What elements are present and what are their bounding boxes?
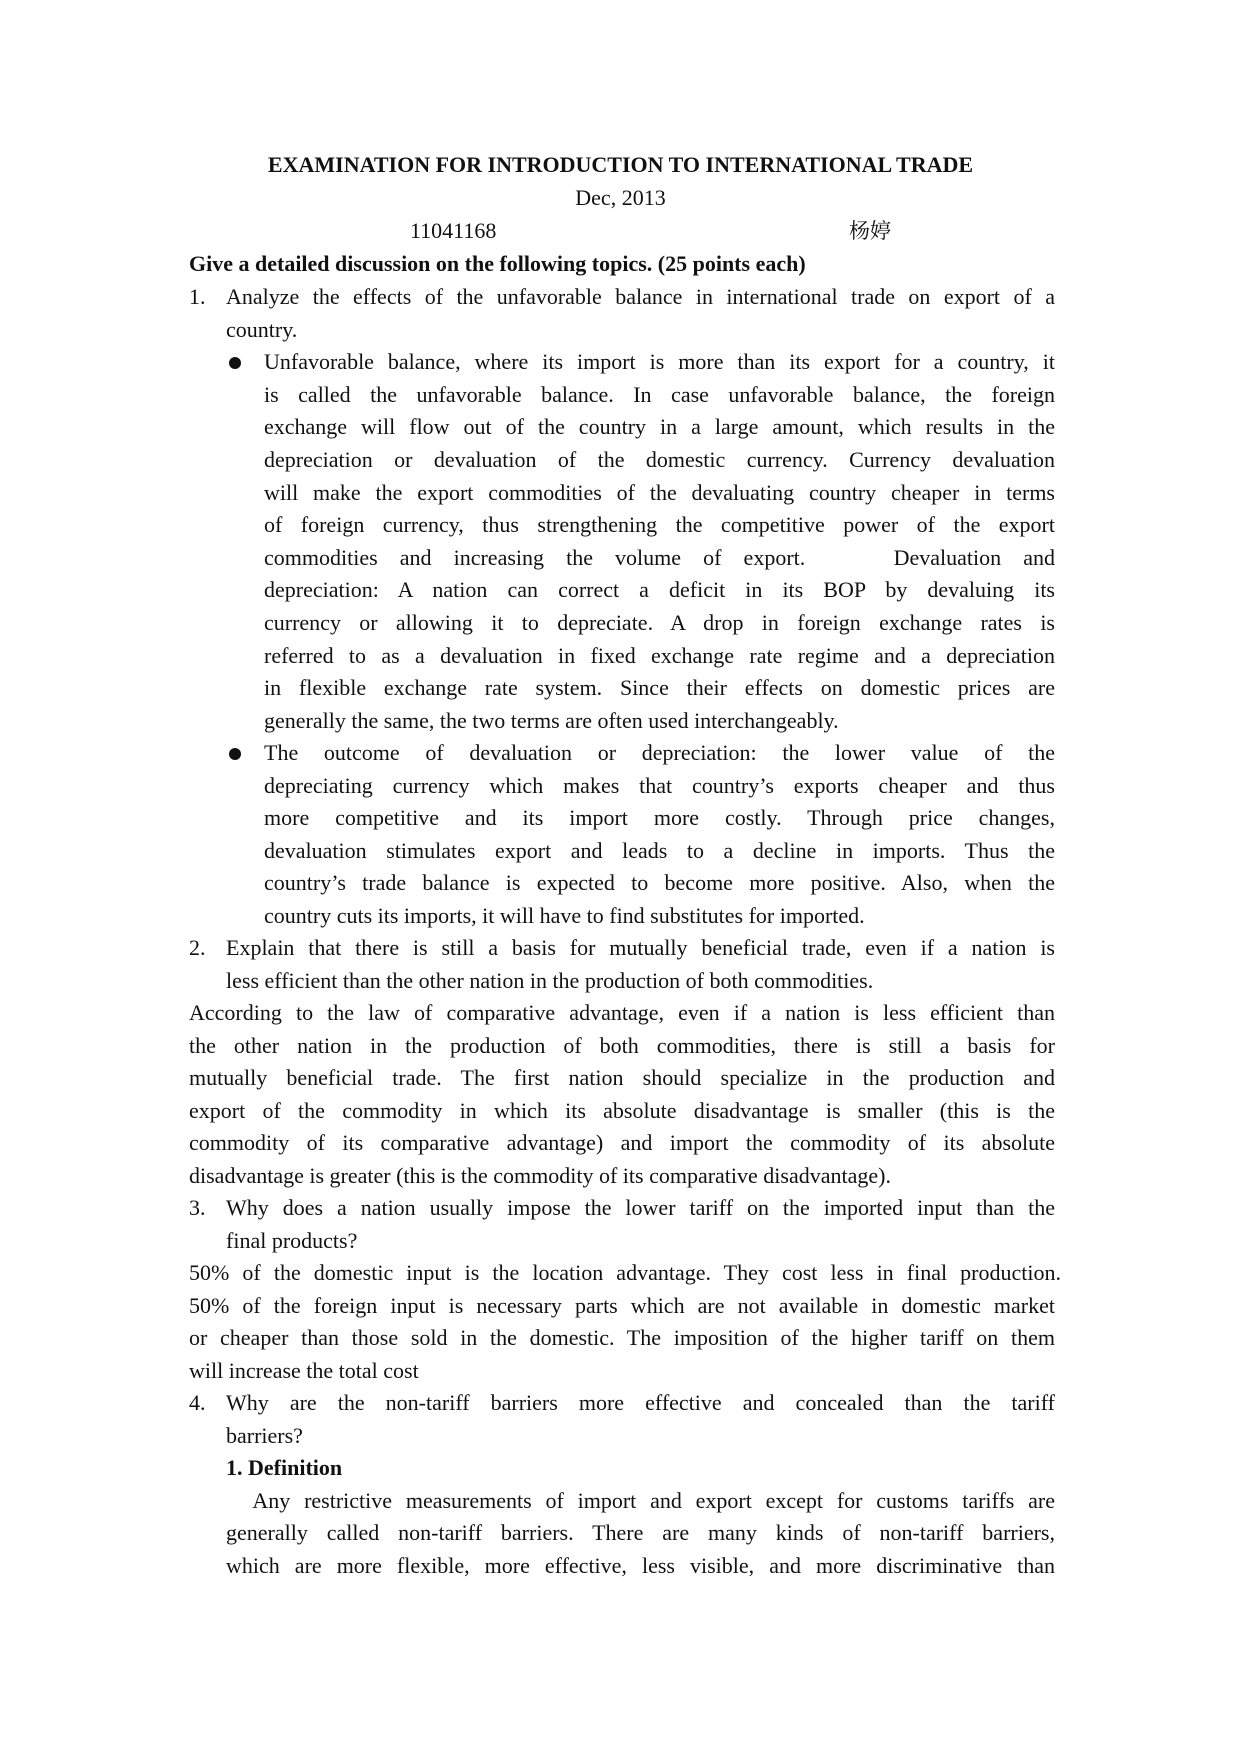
q1-b1-line: depreciation: A nation can correct a deficit in its BOP by devaluing its: [264, 577, 1055, 602]
q1-b1-line: referred to as a devaluation in fixed exchange rate regime and a depreciation: [264, 643, 1055, 668]
q1-b2-line: devaluation stimulates export and leads to a decline in imports. Thus the: [264, 838, 1055, 863]
q1-b1-line: exchange will flow out of the country in a large amount, which results in the: [264, 414, 1055, 439]
q1-b2-line: country’s trade balance is expected to become more positive. Also, when the: [264, 870, 1055, 895]
q4-answer-line: Any restrictive measurements of import and export except for customs tariffs are: [226, 1488, 1055, 1513]
q1-line-1: Analyze the effects of the unfavorable balance in international trade on export of a: [226, 284, 1055, 309]
q3-line-2: final products?: [226, 1228, 358, 1253]
q1-b1-line: generally the same, the two terms are often used interchangeably.: [264, 708, 839, 733]
q4-answer-line: which are more flexible, more effective, less visible, and more discriminative than: [226, 1553, 1055, 1578]
q2-answer-line: disadvantage is greater (this is the commodity of its comparative disadvantage).: [189, 1163, 891, 1188]
q1-b1-line: of foreign currency, thus strengthening the competitive power of the export: [264, 512, 1055, 537]
q1-line-2: country.: [226, 317, 298, 342]
q1-b1-line: depreciation or devaluation of the domestic currency. Currency devaluation: [264, 447, 1055, 472]
student-name: 杨婷: [849, 219, 891, 243]
q2-answer-line: According to the law of comparative advantage, even if a nation is less efficient than: [189, 1000, 1055, 1025]
q3-line-1: Why does a nation usually impose the lower tariff on the imported input than the: [226, 1195, 1055, 1220]
q4-number: 4.: [189, 1390, 206, 1415]
q3-answer-line: 50% of the foreign input is necessary parts which are not available in domestic market: [189, 1293, 1055, 1318]
q1-b2-line: country cuts its imports, it will have to find substitutes for imported.: [264, 903, 865, 928]
q1-number: 1.: [189, 284, 206, 309]
q2-number: 2.: [189, 935, 206, 960]
q4-line-1: Why are the non-tariff barriers more effective and concealed than the tariff: [226, 1390, 1055, 1415]
q1-b2-line: more competitive and its import more costly. Through price changes,: [264, 805, 1055, 830]
q1-b1-line: Unfavorable balance, where its import is more than its export for a country, it: [264, 349, 1055, 374]
q3-answer-line: 50% of the domestic input is the location advantage. They cost less in final production.: [189, 1260, 1061, 1285]
q3-number: 3.: [189, 1195, 206, 1220]
student-id: 11041168: [410, 218, 497, 243]
q1-b1-line: currency or allowing it to depreciate. A drop in foreign exchange rates is: [264, 610, 1055, 635]
q1-b1-line: commodities and increasing the volume of export. Devaluation and: [264, 545, 1055, 570]
bullet-dot-icon: [229, 357, 241, 369]
q2-answer-line: commodity of its comparative advantage) and import the commodity of its absolute: [189, 1130, 1055, 1155]
q2-answer-line: mutually beneficial trade. The first nation should specialize in the production and: [189, 1065, 1055, 1090]
q1-b1-line: will make the export commodities of the devaluating country cheaper in terms: [264, 480, 1055, 505]
q3-answer-line: or cheaper than those sold in the domestic. The imposition of the higher tariff on them: [189, 1325, 1055, 1350]
bullet-dot-icon: [229, 748, 241, 760]
q2-line-1: Explain that there is still a basis for mutually beneficial trade, even if a nation is: [226, 935, 1055, 960]
q4-line-2: barriers?: [226, 1423, 303, 1448]
q2-answer-line: export of the commodity in which its absolute disadvantage is smaller (this is the: [189, 1098, 1055, 1123]
q1-b1-line: is called the unfavorable balance. In case unfavorable balance, the foreign: [264, 382, 1055, 407]
q1-b2-line: depreciating currency which makes that country’s exports cheaper and thus: [264, 773, 1055, 798]
instruction: Give a detailed discussion on the following topics. (25 points each): [189, 251, 806, 276]
q2-answer-line: the other nation in the production of both commodities, there is still a basis for: [189, 1033, 1055, 1058]
q3-answer-line: will increase the total cost: [189, 1358, 419, 1383]
exam-title: EXAMINATION FOR INTRODUCTION TO INTERNATIONAL TRADE: [267, 152, 974, 177]
q1-b1-line: in flexible exchange rate system. Since their effects on domestic prices are: [264, 675, 1055, 700]
q2-line-2: less efficient than the other nation in the production of both commodities.: [226, 968, 874, 993]
q4-subheading: 1. Definition: [226, 1455, 343, 1480]
q1-b2-line: The outcome of devaluation or depreciation: the lower value of the: [264, 740, 1055, 765]
q4-answer-line: generally called non-tariff barriers. There are many kinds of non-tariff barriers,: [226, 1520, 1055, 1545]
exam-date: Dec, 2013: [575, 185, 666, 210]
